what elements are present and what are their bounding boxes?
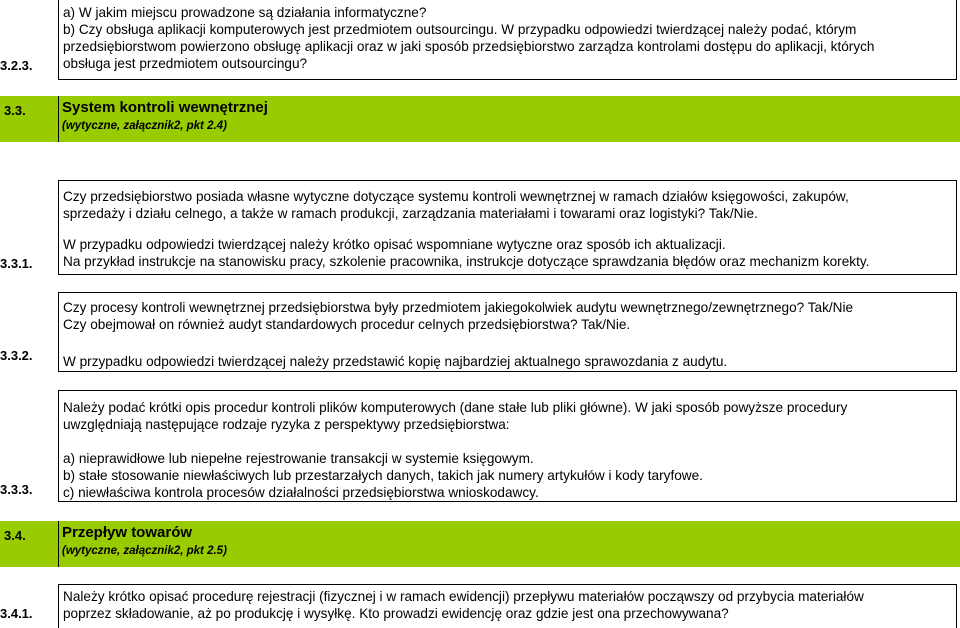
question-box <box>58 584 957 628</box>
spacer <box>63 333 952 353</box>
question-text: przedsiębiorstwom powierzono obsługę aplikacji oraz w jaki sposób przedsiębiorstwo zarządza kontrolami dostępu do aplikacji, których <box>63 39 875 54</box>
section-3-4-1 <box>0 584 960 628</box>
question-text: W przypadku odpowiedzi twierdzącej należy krótko opisać wspomniane wytyczne oraz sposób ich aktualizacji. <box>63 237 726 252</box>
question-text: W przypadku odpowiedzi twierdzącej należy przedstawić kopię najbardziej aktualnego sprawozdania z audytu. <box>63 354 728 369</box>
header-divider <box>58 521 59 567</box>
header-number: 3.3. <box>4 103 26 118</box>
question-text: Czy obejmował on również audyt standardowych procedur celnych przedsiębiorstwa? Tak/Nie. <box>63 317 631 332</box>
question-text: c) niewłaściwa kontrola procesów działalności przedsiębiorstwa wnioskodawcy. <box>63 485 539 500</box>
question-text: Należy krótko opisać procedurę rejestracji (fizycznej i w ramach ewidencji) przepływu materiałów począwszy od przybycia materiałów <box>63 589 864 604</box>
question-text: a) nieprawidłowe lub niepełne rejestrowanie transakcji w systemie księgowym. <box>63 451 534 466</box>
section-header-3-3 <box>0 96 960 142</box>
section-number: 3.3.3. <box>0 482 33 497</box>
question-text: Czy przedsiębiorstwo posiada własne wytyczne dotyczące systemu kontroli wewnętrznej w ramach działów księgowości, zakupów, <box>63 189 849 204</box>
section-number: 3.3.1. <box>0 256 33 271</box>
header-number: 3.4. <box>4 528 26 543</box>
question-text: Na przykład instrukcje na stanowisku pracy, szkolenie pracownika, instrukcje dotyczące sprawdzania błędów oraz mechanizm korekty. <box>63 254 870 269</box>
section-3-3-3 <box>0 390 960 502</box>
section-number: 3.3.2. <box>0 348 33 363</box>
section-3-3-2 <box>0 292 960 372</box>
question-text: uwzględniają następujące rodzaje ryzyka z perspektywy przedsiębiorstwa: <box>63 417 510 432</box>
section-number: 3.2.3. <box>0 58 33 73</box>
spacer <box>63 222 952 236</box>
question-text: Czy procesy kontroli wewnętrznej przedsiębiorstwa były przedmiotem jakiegokolwiek audytu wewnętrznego/zewnętrznego? Tak/Nie <box>63 300 854 315</box>
section-3-2-3 <box>0 0 960 80</box>
header-title: System kontroli wewnętrznej <box>62 99 268 116</box>
spacer <box>63 433 952 450</box>
section-header-3-4 <box>0 521 960 567</box>
question-box <box>58 180 957 275</box>
header-subtitle: (wytyczne, załącznik2, pkt 2.5) <box>62 545 227 557</box>
question-text: poprzez składowanie, aż po produkcję i wysyłkę. Kto prowadzi ewidencję oraz gdzie jest ona przechowywana? <box>63 606 729 621</box>
question-text: Należy podać krótki opis procedur kontroli plików komputerowych (dane stałe lub pliki główne). W jaki sposób powyższe procedury <box>63 400 848 415</box>
question-text: a) W jakim miejscu prowadzone są działania informatyczne? <box>63 5 427 20</box>
question-text: b) stałe stosowanie niewłaściwych lub przestarzałych danych, takich jak numery artykułów i kody taryfowe. <box>63 468 703 483</box>
question-box <box>58 0 957 80</box>
question-box <box>58 390 957 502</box>
question-text: b) Czy obsługa aplikacji komputerowych jest przedmiotem outsourcingu. W przypadku odpowiedzi twierdzącej należy podać, którym <box>63 22 857 37</box>
header-subtitle: (wytyczne, załącznik2, pkt 2.4) <box>62 120 227 132</box>
header-title: Przepływ towarów <box>62 524 193 541</box>
section-3-3-1 <box>0 180 960 275</box>
header-divider <box>58 96 59 142</box>
question-text: sprzedaży i działu celnego, a także w ramach produkcji, zarządzania materiałami i towarami oraz logistyki? Tak/Nie. <box>63 206 758 221</box>
question-text: obsługa jest przedmiotem outsourcingu? <box>63 56 308 71</box>
question-box <box>58 292 957 372</box>
section-number: 3.4.1. <box>0 606 33 621</box>
